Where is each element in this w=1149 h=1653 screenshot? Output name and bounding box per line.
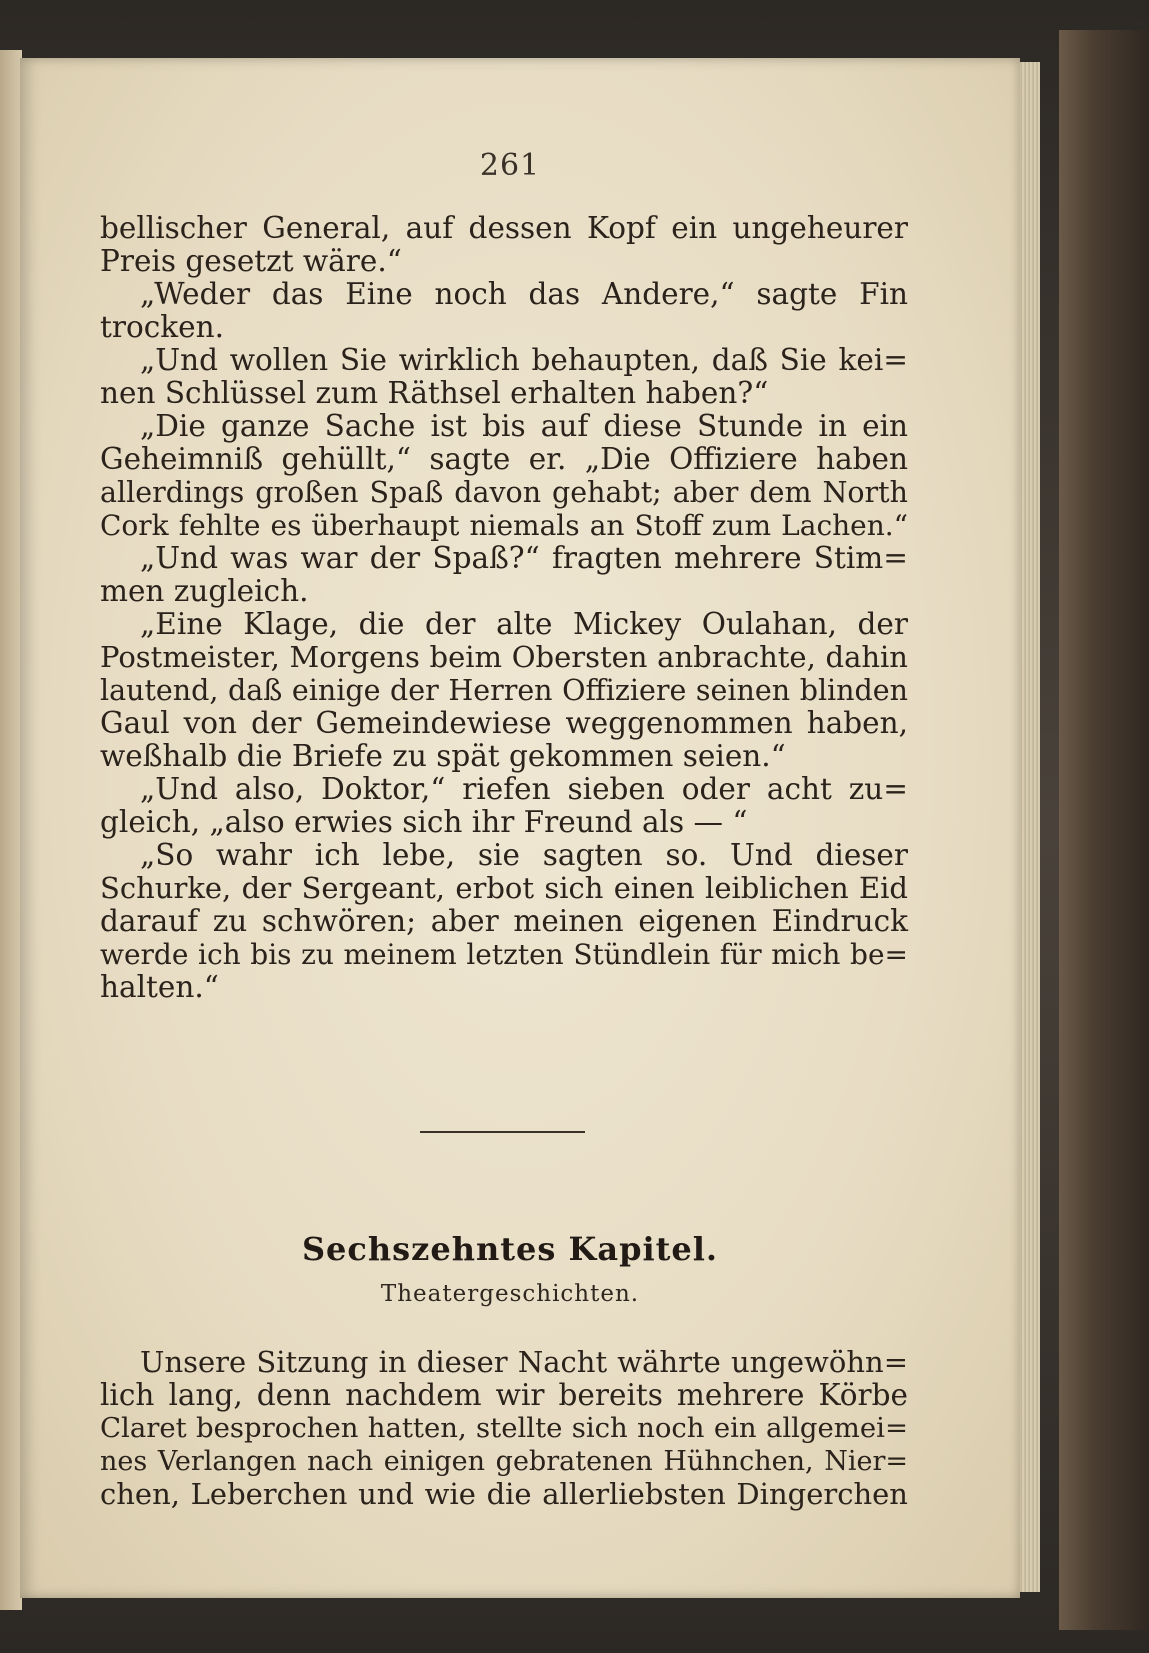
text-line: „Die ganze Sache ist bis auf diese Stunde in ein [140,409,908,443]
book-page [20,58,1020,1598]
text-line: „So wahr ich lebe, sie sagten so. Und dieser [140,838,908,872]
text-line: Gaul von der Gemeindewiese weggenommen haben, [100,706,908,740]
text-line: trocken. [100,310,224,344]
text-line: allerdings großen Spaß davon gehabt; aber dem North [100,476,908,509]
text-line: bellischer General, auf dessen Kopf ein ungeheurer [100,211,908,245]
text-line: Postmeister, Morgens beim Obersten anbrachte, dahin [100,640,908,674]
previous-page-edge [0,50,22,1610]
text-line: „Eine Klage, die der alte Mickey Oulahan, der [140,607,908,641]
text-line: men zugleich. [100,574,309,608]
text-line: Geheimniß gehüllt,“ sagte er. „Die Offiziere haben [100,442,908,476]
text-line: Unsere Sitzung in dieser Nacht währte ungewöhn= [140,1345,908,1379]
body-text [100,212,908,1004]
text-line: chen, Leberchen und wie die allerliebsten Dingerchen [100,1477,908,1511]
book-cover-edge [1059,30,1149,1630]
text-line: lich lang, denn nachdem wir bereits mehrere Körbe [100,1378,908,1412]
text-line: „Und wollen Sie wirklich behaupten, daß Sie kei= [140,343,908,377]
text-line: halten.“ [100,970,219,1004]
text-line: weßhalb die Briefe zu spät gekommen seien.“ [100,739,786,773]
text-line: Schurke, der Sergeant, erbot sich einen leiblichen Eid [100,871,908,905]
text-line: darauf zu schwören; aber meinen eigenen Eindruck [100,904,908,938]
text-line: „Und was war der Spaß?“ fragten mehrere Stim= [140,541,908,575]
text-line: nes Verlangen nach einigen gebratenen Hühnchen, Nier= [100,1446,908,1477]
text-line: „Weder das Eine noch das Andere,“ sagte Fin [140,277,908,311]
section-divider [420,1131,585,1133]
text-line: werde ich bis zu meinem letzten Stündlein für mich be= [100,938,908,971]
text-line: gleich, „also erwies sich ihr Freund als — “ [100,805,748,839]
text-line: Cork fehlte es überhaupt niemals an Stoff zum Lachen.“ [100,509,908,542]
chapter-subtitle: Theatergeschichten. [380,1281,640,1307]
text-line: lautend, daß einige der Herren Offiziere seinen blinden [100,674,908,707]
chapter-title: Sechszehntes Kapitel. [301,1230,719,1268]
text-line: nen Schlüssel zum Räthsel erhalten haben?“ [100,376,769,410]
chapter-text [100,1346,908,1511]
page-number: 261 [479,148,541,183]
text-line: Claret besprochen hatten, stellte sich noch ein allgemei= [100,1412,908,1444]
text-line: Preis gesetzt wäre.“ [100,244,402,278]
text-line: „Und also, Doktor,“ riefen sieben oder acht zu= [140,772,908,806]
